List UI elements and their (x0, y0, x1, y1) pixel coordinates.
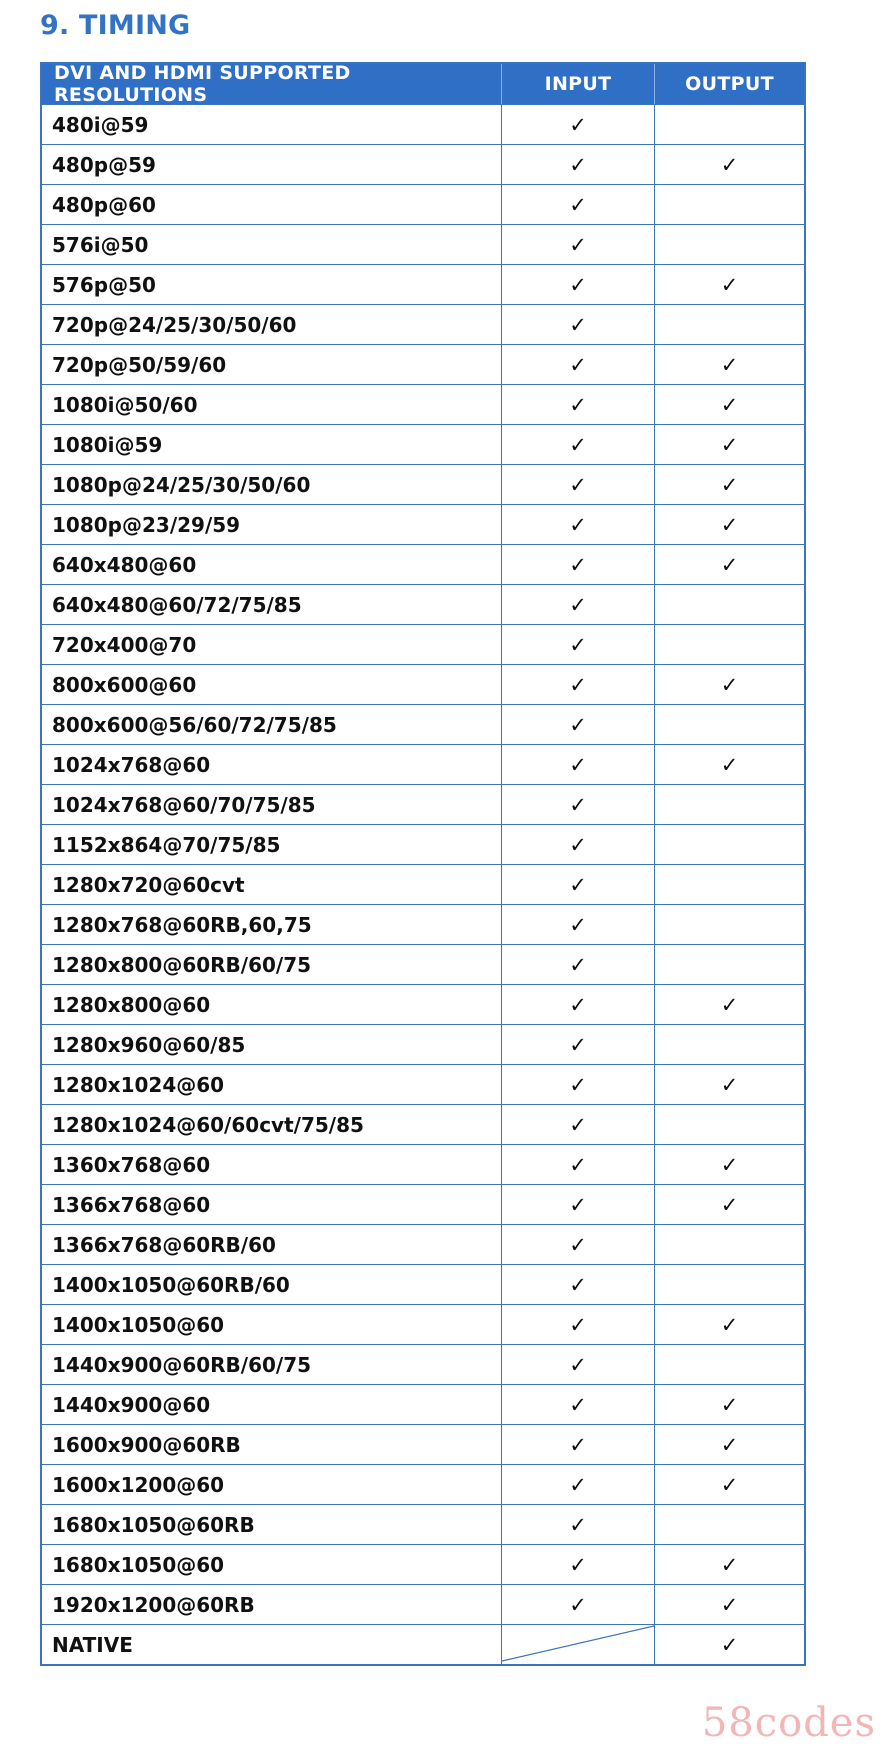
resolution-cell: 1440x900@60RB/60/75 (42, 1345, 502, 1384)
resolution-cell: 1080i@59 (42, 425, 502, 464)
output-check-icon: ✓ (720, 1592, 739, 1617)
output-cell (655, 865, 804, 904)
output-cell (655, 785, 804, 824)
table-row (42, 1384, 804, 1424)
output-cell (655, 1385, 804, 1424)
input-cell (502, 545, 655, 584)
input-cell (502, 465, 655, 504)
output-check-icon: ✓ (720, 352, 739, 377)
input-cell (502, 905, 655, 944)
input-cell (502, 225, 655, 264)
input-check-icon: ✓ (569, 1032, 587, 1057)
input-check-icon: ✓ (569, 1392, 587, 1417)
output-cell (655, 985, 804, 1024)
input-check-icon: ✓ (569, 912, 587, 937)
output-cell (655, 1105, 804, 1144)
table-row (42, 1424, 804, 1464)
resolution-cell: 1366x768@60 (42, 1185, 502, 1224)
resolution-cell: 1280x1024@60 (42, 1065, 502, 1104)
resolution-cell: 1680x1050@60 (42, 1545, 502, 1584)
output-check-icon: ✓ (720, 1152, 739, 1177)
input-cell (502, 1505, 655, 1544)
table-row (42, 1104, 804, 1144)
resolution-cell: 1280x960@60/85 (42, 1025, 502, 1064)
input-check-icon: ✓ (569, 1552, 587, 1577)
output-cell (655, 1265, 804, 1304)
table-row (42, 424, 804, 464)
input-check-icon: ✓ (569, 672, 587, 697)
table-row (42, 1504, 804, 1544)
table-row (42, 264, 804, 304)
output-check-icon: ✓ (720, 1192, 739, 1217)
output-check-icon: ✓ (720, 272, 739, 297)
input-check-icon: ✓ (569, 392, 587, 417)
input-cell (502, 1465, 655, 1504)
output-cell (655, 905, 804, 944)
input-check-icon: ✓ (569, 1472, 587, 1497)
output-cell (655, 1345, 804, 1384)
output-cell (655, 1585, 804, 1624)
output-cell (655, 1185, 804, 1224)
input-cell (502, 745, 655, 784)
table-row (42, 1184, 804, 1224)
table-row (42, 664, 804, 704)
table-row (42, 384, 804, 424)
input-cell (502, 585, 655, 624)
input-cell (502, 945, 655, 984)
resolution-cell: 720p@50/59/60 (42, 345, 502, 384)
resolution-cell: 1024x768@60 (42, 745, 502, 784)
input-cell (502, 505, 655, 544)
table-row (42, 304, 804, 344)
resolution-cell: 640x480@60 (42, 545, 502, 584)
input-cell (502, 865, 655, 904)
table-row (42, 624, 804, 664)
output-cell (655, 1065, 804, 1104)
input-cell (502, 1305, 655, 1344)
output-cell (655, 1225, 804, 1264)
resolution-cell: 720x400@70 (42, 625, 502, 664)
output-cell (655, 1545, 804, 1584)
output-check-icon: ✓ (720, 1312, 739, 1337)
input-check-icon: ✓ (569, 632, 587, 657)
table-row (42, 1224, 804, 1264)
input-cell (502, 1185, 655, 1224)
output-check-icon: ✓ (720, 1472, 739, 1497)
resolution-cell: 1600x900@60RB (42, 1425, 502, 1464)
output-check-icon: ✓ (720, 1432, 739, 1457)
output-check-icon: ✓ (720, 992, 739, 1017)
input-cell (502, 305, 655, 344)
table-row (42, 1264, 804, 1304)
output-check-icon: ✓ (720, 1552, 739, 1577)
input-cell (502, 985, 655, 1024)
resolution-cell: 1080p@23/29/59 (42, 505, 502, 544)
watermark: 58codes (701, 1700, 876, 1746)
output-cell (655, 1305, 804, 1344)
input-check-icon: ✓ (569, 192, 587, 217)
table-row (42, 784, 804, 824)
output-cell (655, 185, 804, 224)
resolution-cell: 720p@24/25/30/50/60 (42, 305, 502, 344)
table-row (42, 1464, 804, 1504)
section-title: 9. TIMING (40, 10, 191, 41)
output-check-icon: ✓ (720, 1632, 739, 1657)
output-cell (655, 665, 804, 704)
table-row (42, 184, 804, 224)
output-cell (655, 1425, 804, 1464)
table-row (42, 1024, 804, 1064)
resolution-cell: 1152x864@70/75/85 (42, 825, 502, 864)
input-cell (502, 625, 655, 664)
output-cell (655, 625, 804, 664)
output-check-icon: ✓ (720, 152, 739, 177)
output-cell (655, 585, 804, 624)
input-cell (502, 385, 655, 424)
resolution-cell: 640x480@60/72/75/85 (42, 585, 502, 624)
input-check-icon: ✓ (569, 1272, 587, 1297)
output-cell (655, 1145, 804, 1184)
table-row (42, 1304, 804, 1344)
input-cell (502, 705, 655, 744)
output-cell (655, 945, 804, 984)
output-cell (655, 1625, 804, 1664)
input-check-icon: ✓ (569, 272, 587, 297)
input-check-icon: ✓ (569, 792, 587, 817)
input-check-icon: ✓ (569, 1112, 587, 1137)
table-row (42, 944, 804, 984)
input-check-icon: ✓ (569, 112, 587, 137)
input-cell (502, 105, 655, 144)
input-cell (502, 1585, 655, 1624)
table-row (42, 1144, 804, 1184)
resolution-cell: 1440x900@60 (42, 1385, 502, 1424)
input-cell (502, 1425, 655, 1464)
table-row (42, 504, 804, 544)
input-check-icon: ✓ (569, 472, 587, 497)
output-cell (655, 705, 804, 744)
output-cell (655, 505, 804, 544)
table-row (42, 1624, 804, 1664)
resolution-cell: 1920x1200@60RB (42, 1585, 502, 1624)
resolution-cell: 1280x768@60RB,60,75 (42, 905, 502, 944)
input-cell (502, 265, 655, 304)
resolution-cell: 1366x768@60RB/60 (42, 1225, 502, 1264)
output-cell (655, 225, 804, 264)
output-cell (655, 265, 804, 304)
table-row (42, 584, 804, 624)
output-cell (655, 1465, 804, 1504)
output-cell (655, 305, 804, 344)
input-check-icon: ✓ (569, 592, 587, 617)
table-row (42, 744, 804, 784)
input-cell (502, 1545, 655, 1584)
table-row (42, 864, 804, 904)
resolution-cell: 800x600@56/60/72/75/85 (42, 705, 502, 744)
table-row (42, 104, 804, 144)
output-cell (655, 385, 804, 424)
input-check-icon: ✓ (569, 512, 587, 537)
resolution-cell: 1024x768@60/70/75/85 (42, 785, 502, 824)
input-check-icon: ✓ (569, 1192, 587, 1217)
output-cell (655, 1025, 804, 1064)
input-check-icon: ✓ (569, 1512, 587, 1537)
output-cell (655, 345, 804, 384)
input-check-icon: ✓ (569, 992, 587, 1017)
output-cell (655, 825, 804, 864)
resolution-cell: 576p@50 (42, 265, 502, 304)
table-body (42, 104, 804, 1664)
resolutions-table (40, 62, 806, 1666)
output-check-icon: ✓ (720, 552, 739, 577)
input-cell (502, 1385, 655, 1424)
resolution-cell: 576i@50 (42, 225, 502, 264)
table-row (42, 824, 804, 864)
input-cell (502, 1345, 655, 1384)
resolution-cell: 1680x1050@60RB (42, 1505, 502, 1544)
resolution-cell: 1280x800@60RB/60/75 (42, 945, 502, 984)
input-check-icon: ✓ (569, 1152, 587, 1177)
output-cell (655, 425, 804, 464)
input-check-icon: ✓ (569, 312, 587, 337)
input-check-icon: ✓ (569, 832, 587, 857)
input-cell (502, 1065, 655, 1104)
resolution-cell: 480i@59 (42, 105, 502, 144)
input-check-icon: ✓ (569, 232, 587, 257)
output-check-icon: ✓ (720, 472, 739, 497)
resolution-cell: 1280x800@60 (42, 985, 502, 1024)
resolution-cell: 1400x1050@60 (42, 1305, 502, 1344)
input-cell (502, 425, 655, 464)
table-row (42, 1344, 804, 1384)
input-cell (502, 1225, 655, 1264)
input-check-icon: ✓ (569, 712, 587, 737)
input-check-icon: ✓ (569, 1312, 587, 1337)
not-applicable-diagonal (502, 1625, 654, 1663)
output-cell (655, 105, 804, 144)
input-cell (502, 185, 655, 224)
output-check-icon: ✓ (720, 672, 739, 697)
table-row (42, 144, 804, 184)
resolution-cell: 1600x1200@60 (42, 1465, 502, 1504)
resolution-cell: 1080i@50/60 (42, 385, 502, 424)
input-check-icon: ✓ (569, 952, 587, 977)
output-cell (655, 465, 804, 504)
table-row (42, 1584, 804, 1624)
input-cell (502, 785, 655, 824)
table-row (42, 344, 804, 384)
output-check-icon: ✓ (720, 1392, 739, 1417)
output-check-icon: ✓ (720, 512, 739, 537)
input-cell (502, 1625, 655, 1664)
output-check-icon: ✓ (720, 392, 739, 417)
input-check-icon: ✓ (569, 1352, 587, 1377)
table-row (42, 904, 804, 944)
resolution-cell: 480p@60 (42, 185, 502, 224)
input-check-icon: ✓ (569, 752, 587, 777)
input-check-icon: ✓ (569, 1232, 587, 1257)
resolution-cell: 800x600@60 (42, 665, 502, 704)
input-check-icon: ✓ (569, 1432, 587, 1457)
input-check-icon: ✓ (569, 352, 587, 377)
table-row (42, 224, 804, 264)
header-resolution: DVI AND HDMI SUPPORTED RESOLUTIONS (42, 64, 502, 104)
input-check-icon: ✓ (569, 432, 587, 457)
output-cell (655, 145, 804, 184)
input-check-icon: ✓ (569, 1592, 587, 1617)
input-cell (502, 1025, 655, 1064)
input-cell (502, 1145, 655, 1184)
input-cell (502, 345, 655, 384)
output-check-icon: ✓ (720, 432, 739, 457)
output-check-icon: ✓ (720, 752, 739, 777)
resolution-cell: 1080p@24/25/30/50/60 (42, 465, 502, 504)
output-check-icon: ✓ (720, 1072, 739, 1097)
input-check-icon: ✓ (569, 872, 587, 897)
output-cell (655, 1505, 804, 1544)
resolution-cell: 1280x720@60cvt (42, 865, 502, 904)
resolution-cell: 1400x1050@60RB/60 (42, 1265, 502, 1304)
input-check-icon: ✓ (569, 552, 587, 577)
resolution-cell: NATIVE (42, 1625, 502, 1664)
output-cell (655, 545, 804, 584)
input-cell (502, 825, 655, 864)
input-check-icon: ✓ (569, 152, 587, 177)
table-header-row (42, 64, 804, 104)
table-row (42, 544, 804, 584)
resolution-cell: 480p@59 (42, 145, 502, 184)
table-row (42, 704, 804, 744)
input-cell (502, 145, 655, 184)
header-input: INPUT (502, 64, 655, 104)
input-cell (502, 1105, 655, 1144)
table-row (42, 464, 804, 504)
table-row (42, 1064, 804, 1104)
input-check-icon: ✓ (569, 1072, 587, 1097)
table-row (42, 984, 804, 1024)
resolution-cell: 1360x768@60 (42, 1145, 502, 1184)
input-cell (502, 1265, 655, 1304)
output-cell (655, 745, 804, 784)
input-cell (502, 665, 655, 704)
table-row (42, 1544, 804, 1584)
resolution-cell: 1280x1024@60/60cvt/75/85 (42, 1105, 502, 1144)
header-output: OUTPUT (685, 73, 774, 95)
